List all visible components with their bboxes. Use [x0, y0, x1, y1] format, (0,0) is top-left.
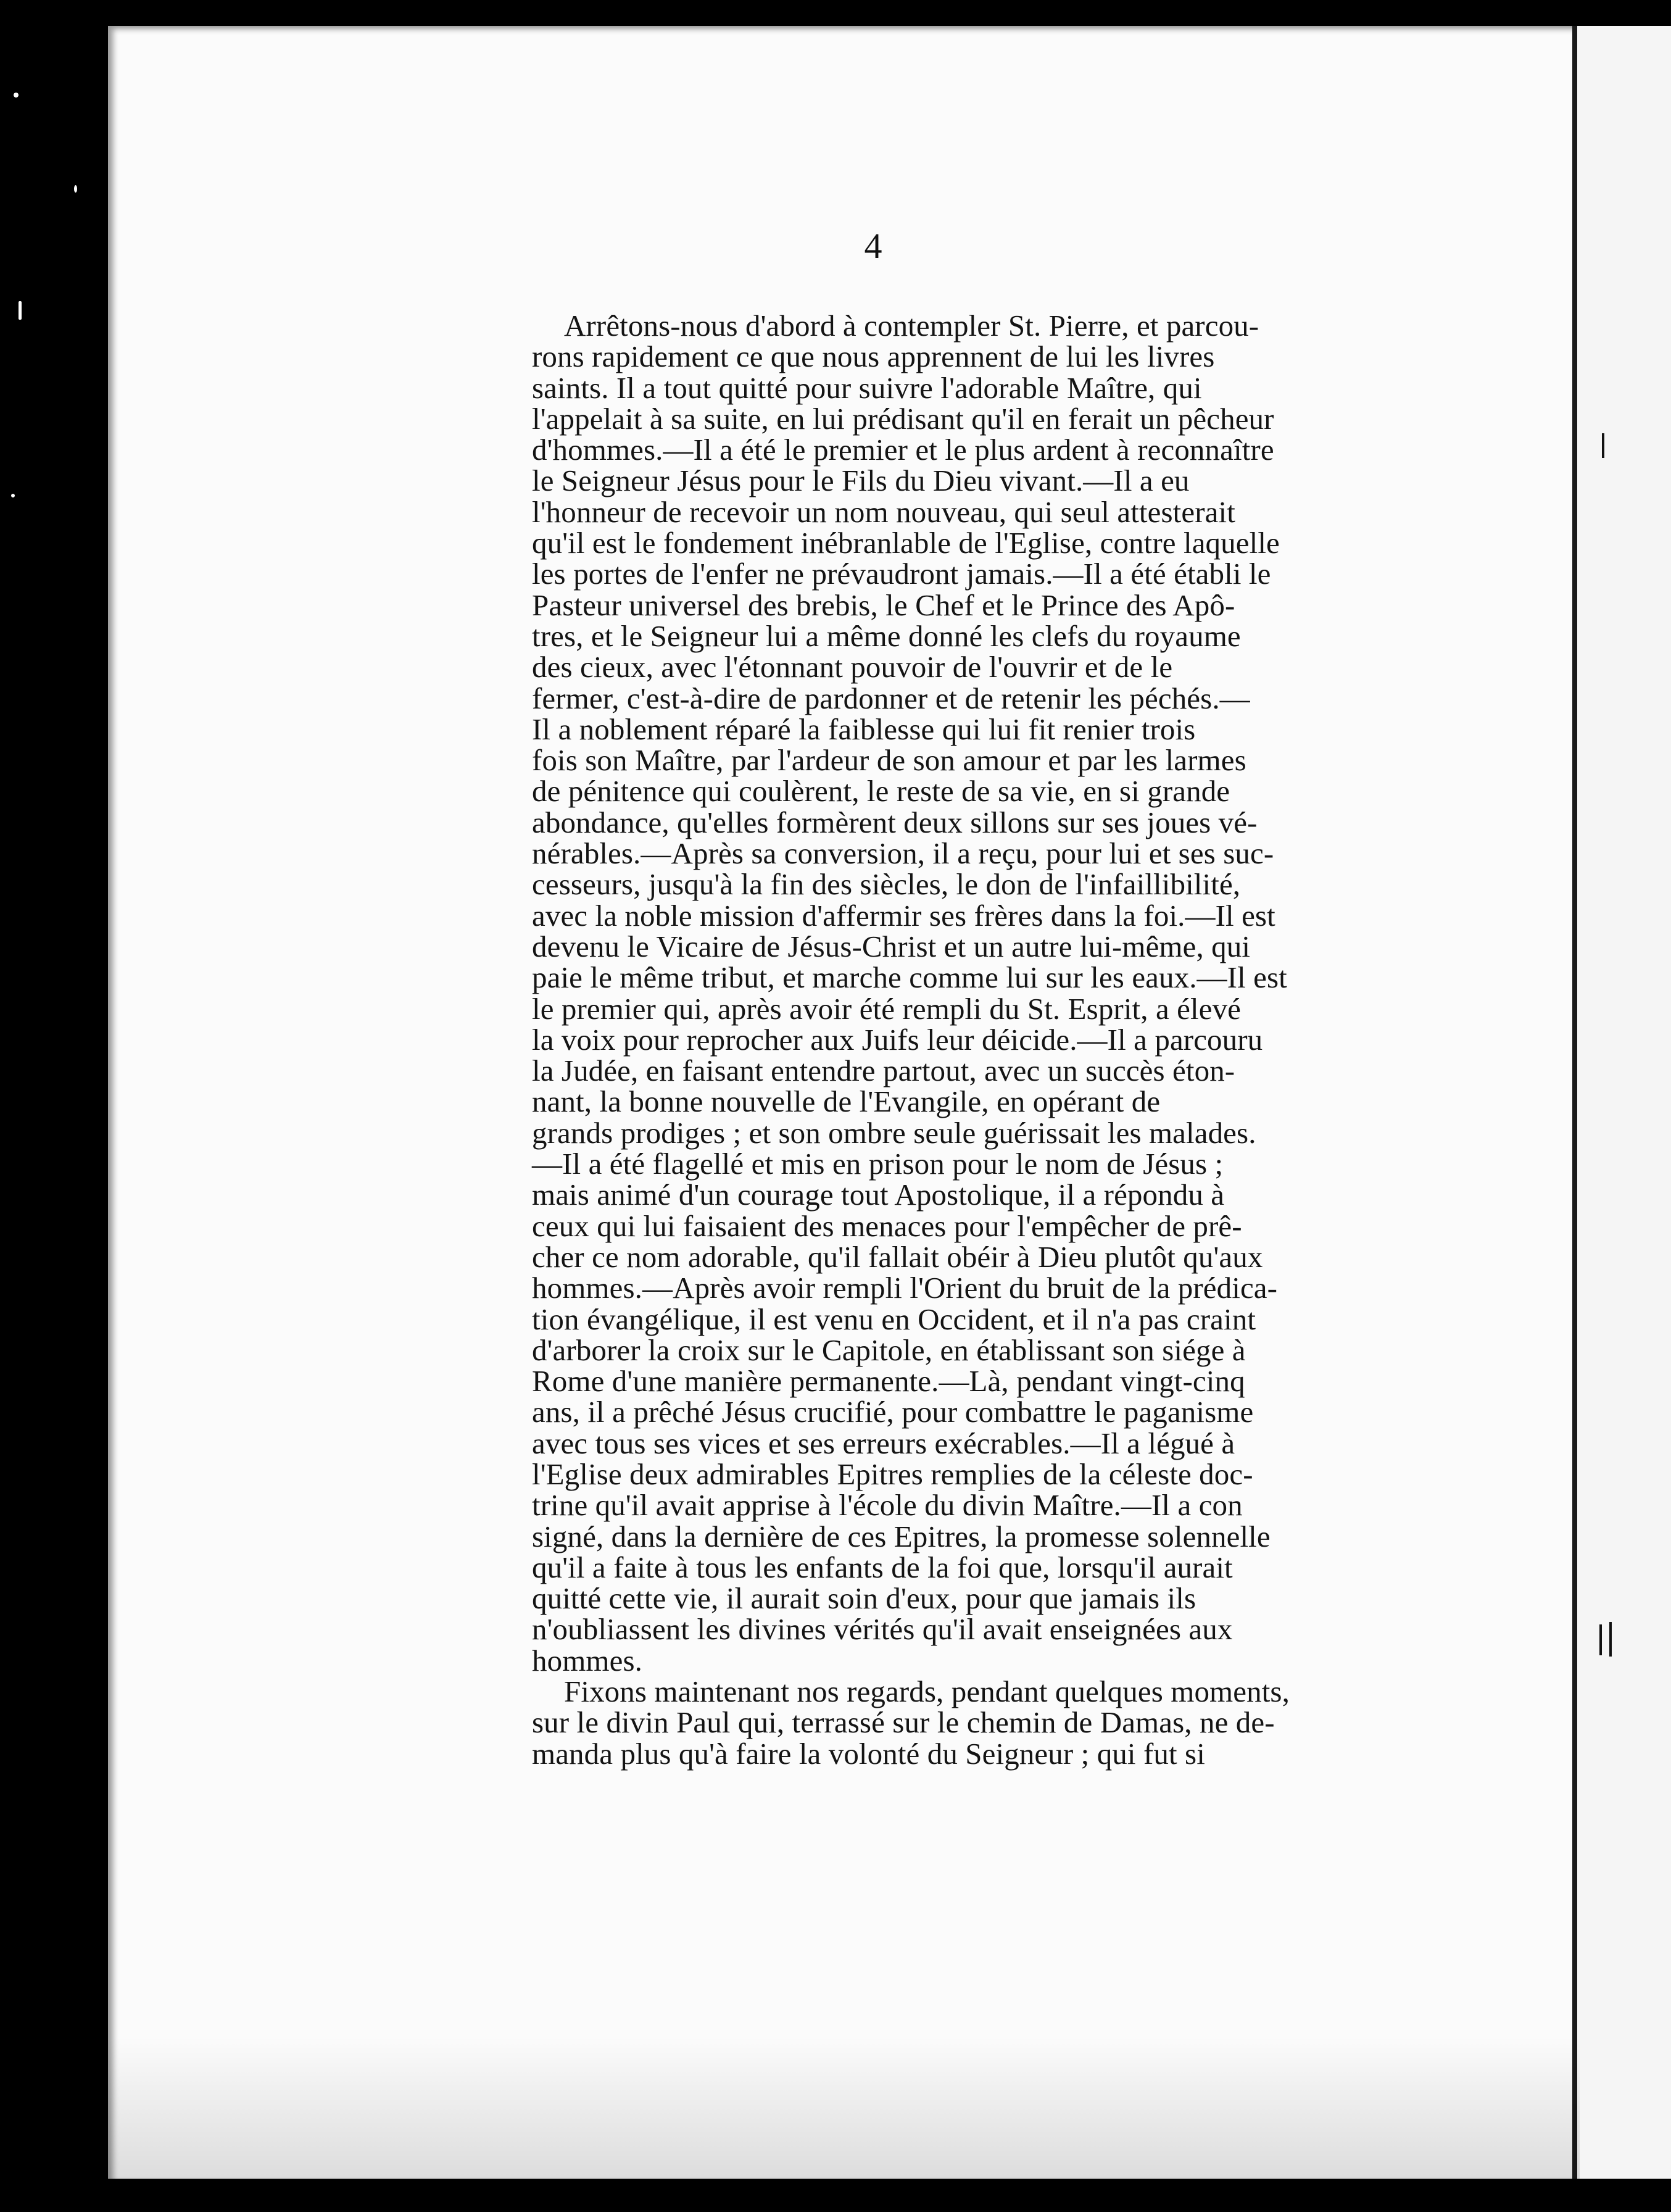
text-line: cesseurs, jusqu'à la fin des siècles, le don de l'infaillibilité, [532, 867, 1241, 902]
text-line: l'appelait à sa suite, en lui prédisant qu'il en ferait un pêcheur [532, 401, 1274, 436]
text-line: saints. Il a tout quitté pour suivre l'adorable Maître, qui [532, 370, 1202, 405]
text-line: qu'il est le fondement inébranlable de l'Eglise, contre laquelle [532, 526, 1280, 560]
text-line: le premier qui, après avoir été rempli du St. Esprit, a élevé [532, 991, 1242, 1026]
text-line: Arrêtons-nous d'abord à contempler St. Pierre, et parcou- [564, 309, 1259, 343]
text-line: avec la noble mission d'affermir ses frères dans la foi.—Il est [532, 898, 1275, 933]
text-line: signé, dans la dernière de ces Epitres, la promesse solennelle [532, 1519, 1271, 1553]
scan-speck [74, 185, 77, 193]
text-line: le Seigneur Jésus pour le Fils du Dieu vivant.—Il a eu [532, 464, 1190, 498]
scan-speck [19, 301, 22, 320]
text-line: trine qu'il avait apprise à l'école du divin Maître.—Il a con [532, 1488, 1243, 1523]
strip-mark [1599, 1624, 1602, 1655]
paragraph-2 [532, 1676, 1383, 1769]
text-line: paie le même tribut, et marche comme lui sur les eaux.—Il est [532, 960, 1287, 995]
text-line: —Il a été flagellé et mis en prison pour le nom de Jésus ; [532, 1147, 1224, 1181]
text-line: abondance, qu'elles formèrent deux sillons sur ses joues vé- [532, 805, 1258, 839]
text-line: Pasteur universel des brebis, le Chef et le Prince des Apô- [532, 588, 1235, 622]
strip-mark [1609, 1622, 1612, 1657]
scan-speck [11, 494, 15, 497]
text-line: ceux qui lui faisaient des menaces pour l'empêcher de prê- [532, 1208, 1242, 1243]
body-text [532, 310, 1383, 1769]
text-line: avec tous ses vices et ses erreurs exécrables.—Il a légué à [532, 1426, 1235, 1460]
page-gutter-edge [1572, 26, 1577, 2179]
text-line: n'oubliassent les divines vérités qu'il avait enseignées aux [532, 1612, 1233, 1647]
text-line: mais animé d'un courage tout Apostolique, il a répondu à [532, 1178, 1225, 1212]
scan-speck [14, 93, 19, 98]
text-line: la voix pour reprocher aux Juifs leur déicide.—Il a parcouru [532, 1022, 1263, 1057]
text-line: rons rapidement ce que nous apprennent de lui les livres [532, 339, 1215, 374]
text-line: Fixons maintenant nos regards, pendant quelques moments, [564, 1674, 1290, 1709]
text-line: hommes.—Après avoir rempli l'Orient du bruit de la prédica- [532, 1271, 1278, 1305]
text-line: d'hommes.—Il a été le premier et le plus ardent à reconnaître [532, 433, 1274, 467]
text-line: l'honneur de recevoir un nom nouveau, qui seul attesterait [532, 494, 1235, 529]
text-line: ans, il a prêché Jésus crucifié, pour combattre le paganisme [532, 1395, 1254, 1429]
text-line: quitté cette vie, il aurait soin d'eux, pour que jamais ils [532, 1581, 1196, 1616]
text-line: cher ce nom adorable, qu'il fallait obéir à Dieu plutôt qu'aux [532, 1239, 1263, 1274]
text-line: grands prodiges ; et son ombre seule guérissait les malades. [532, 1115, 1256, 1150]
text-line: nant, la bonne nouvelle de l'Evangile, en opérant de [532, 1084, 1161, 1119]
text-line: d'arborer la croix sur le Capitole, en établissant son siége à [532, 1333, 1246, 1367]
text-line: fermer, c'est-à-dire de pardonner et de retenir les péchés.— [532, 681, 1250, 715]
text-line: de pénitence qui coulèrent, le reste de sa vie, en si grande [532, 774, 1230, 809]
paragraph-1 [532, 310, 1383, 1676]
text-line: devenu le Vicaire de Jésus-Christ et un autre lui-même, qui [532, 929, 1251, 963]
text-line: Il a noblement réparé la faiblesse qui lui fit renier trois [532, 712, 1196, 746]
bottom-shadow [108, 2037, 1580, 2179]
text-line: qu'il a faite à tous les enfants de la foi que, lorsqu'il aurait [532, 1550, 1233, 1584]
text-line: tres, et le Seigneur lui a même donné les clefs du royaume [532, 618, 1241, 653]
text-line: la Judée, en faisant entendre partout, avec un succès éton- [532, 1054, 1235, 1088]
text-line: l'Eglise deux admirables Epitres remplies de la céleste doc- [532, 1457, 1253, 1491]
text-line: fois son Maître, par l'ardeur de son amour et par les larmes [532, 743, 1246, 778]
text-line: Rome d'une manière permanente.—Là, pendant vingt-cinq [532, 1364, 1245, 1399]
text-line: tion évangélique, il est venu en Occident, et il n'a pas craint [532, 1302, 1256, 1336]
text-line: nérables.—Après sa conversion, il a reçu, pour lui et ses suc- [532, 836, 1274, 871]
text-line: sur le divin Paul qui, terrassé sur le chemin de Damas, ne de- [532, 1705, 1275, 1740]
text-line: des cieux, avec l'étonnant pouvoir de l'ouvrir et de le [532, 650, 1173, 684]
text-line: les portes de l'enfer ne prévaudront jamais.—Il a été établi le [532, 557, 1271, 591]
page-number: 4 [864, 226, 882, 266]
text-line: hommes. [532, 1643, 642, 1678]
text-line: manda plus qu'à faire la volonté du Seigneur ; qui fut si [532, 1736, 1205, 1771]
strip-mark [1602, 433, 1604, 458]
adjacent-page-strip [1577, 26, 1671, 2179]
